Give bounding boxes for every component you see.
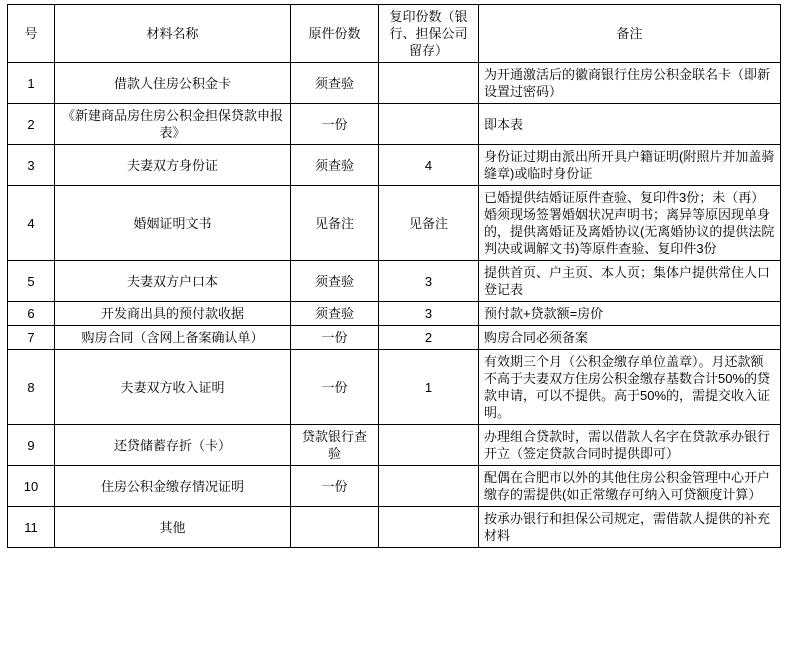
row-remark: 按承办银行和担保公司规定，需借款人提供的补充材料 [479,507,781,548]
table-row [8,326,781,350]
row-remark: 购房合同必须备案 [479,326,781,350]
row-no: 8 [8,350,55,425]
row-no: 10 [8,466,55,507]
table-row [8,507,781,548]
row-originals: 须查验 [291,302,379,326]
row-no: 5 [8,261,55,302]
row-no: 11 [8,507,55,548]
header-cell-copies: 复印份数（银行、担保公司留存） [379,5,479,63]
table-row [8,466,781,507]
row-originals: 一份 [291,466,379,507]
row-originals: 须查验 [291,261,379,302]
row-copies [379,466,479,507]
row-no: 7 [8,326,55,350]
row-no: 9 [8,425,55,466]
row-name: 其他 [55,507,291,548]
row-originals: 一份 [291,104,379,145]
table-row [8,63,781,104]
row-copies [379,63,479,104]
row-name: 住房公积金缴存情况证明 [55,466,291,507]
row-name: 婚姻证明文书 [55,186,291,261]
row-remark: 提供首页、户主页、本人页；集体户提供常住人口登记表 [479,261,781,302]
row-remark: 身份证过期由派出所开具户籍证明(附照片并加盖骑缝章)或临时身份证 [479,145,781,186]
row-originals: 一份 [291,350,379,425]
table-row [8,186,781,261]
row-originals [291,507,379,548]
row-remark: 有效期三个月（公积金缴存单位盖章）。月还款额不高于夫妻双方住房公积金缴存基数合计50%的贷款申请，可以不提供。高于50%的，需提交收入证明。 [479,350,781,425]
row-copies: 3 [379,261,479,302]
row-name: 夫妻双方身份证 [55,145,291,186]
row-copies: 1 [379,350,479,425]
row-copies: 4 [379,145,479,186]
row-remark: 预付款+贷款额=房价 [479,302,781,326]
table-header-row [8,5,781,63]
row-name: 购房合同（含网上备案确认单） [55,326,291,350]
row-originals: 贷款银行查验 [291,425,379,466]
row-no: 1 [8,63,55,104]
materials-table [7,4,781,548]
row-no: 6 [8,302,55,326]
row-originals: 须查验 [291,63,379,104]
row-no: 4 [8,186,55,261]
row-name: 夫妻双方户口本 [55,261,291,302]
header-cell-originals: 原件份数 [291,5,379,63]
row-name: 开发商出具的预付款收据 [55,302,291,326]
table-row [8,425,781,466]
row-no: 3 [8,145,55,186]
row-name: 还贷储蓄存折（卡） [55,425,291,466]
row-copies [379,507,479,548]
table-row [8,302,781,326]
header-cell-remark: 备注 [479,5,781,63]
row-name: 夫妻双方收入证明 [55,350,291,425]
row-remark: 配偶在合肥市以外的其他住房公积金管理中心开户缴存的需提供(如正常缴存可纳入可贷额度计算） [479,466,781,507]
table-row [8,104,781,145]
row-originals: 见备注 [291,186,379,261]
table-row [8,145,781,186]
row-remark: 办理组合贷款时，需以借款人名字在贷款承办银行开立（签定贷款合同时提供即可） [479,425,781,466]
header-cell-name: 材料名称 [55,5,291,63]
row-remark: 已婚提供结婚证原件查验、复印件3份；未（再）婚须现场签署婚姻状况声明书；离异等原因现单身的，提供离婚证及离婚协议(无离婚协议的提供法院判决或调解文书)等原件查验、复印件3份 [479,186,781,261]
row-originals: 须查验 [291,145,379,186]
row-copies [379,104,479,145]
row-copies [379,425,479,466]
table-row [8,350,781,425]
row-originals: 一份 [291,326,379,350]
row-remark: 为开通激活后的徽商银行住房公积金联名卡（即新设置过密码） [479,63,781,104]
row-remark: 即本表 [479,104,781,145]
row-copies: 2 [379,326,479,350]
row-copies: 3 [379,302,479,326]
header-cell-no: 号 [8,5,55,63]
table-row [8,261,781,302]
row-name: 借款人住房公积金卡 [55,63,291,104]
row-copies: 见备注 [379,186,479,261]
row-no: 2 [8,104,55,145]
row-name: 《新建商品房住房公积金担保贷款申报表》 [55,104,291,145]
